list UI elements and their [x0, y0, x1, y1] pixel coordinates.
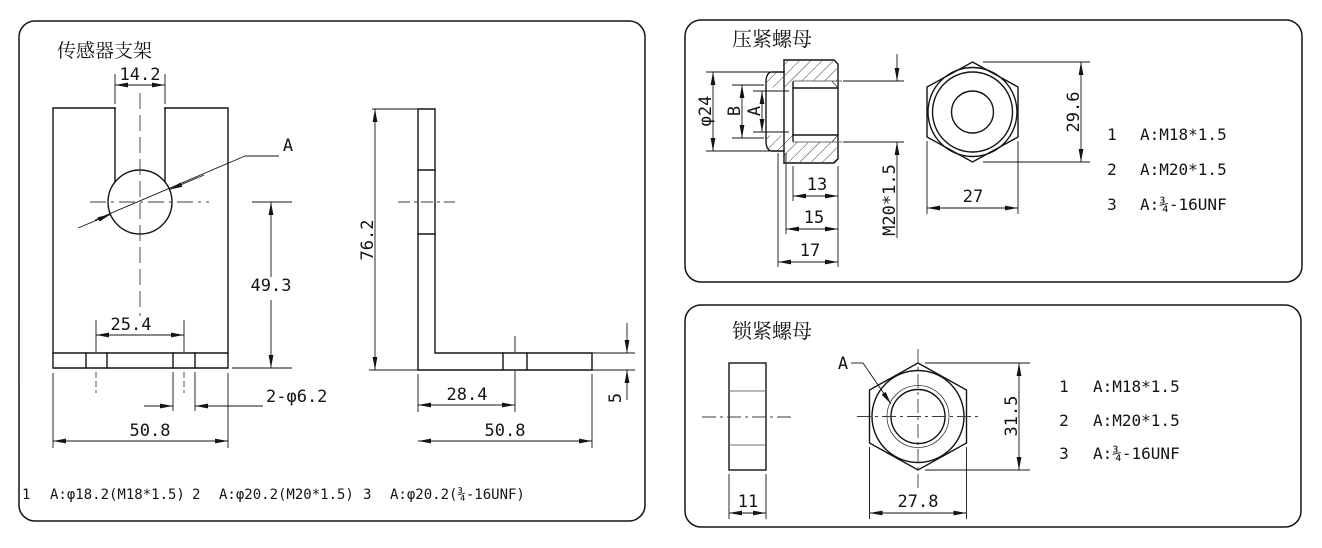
lock-nut-notes: [1059, 377, 1180, 463]
press-nut-hex-view: [927, 62, 1018, 162]
dim-bore-a: [745, 91, 789, 132]
hatch-top: [766, 61, 837, 88]
panel-border: [19, 21, 645, 521]
panel-lock-nut: [685, 305, 1301, 527]
press-nut-section-view: [766, 60, 842, 163]
dim-text: φ24: [696, 95, 716, 127]
note-text: A:M20*1.5: [1140, 160, 1227, 179]
dim-nut-thickness: [729, 474, 766, 519]
note-number: 2: [1059, 411, 1069, 430]
dim-text: A: [745, 105, 765, 117]
note-number: 1: [1107, 125, 1117, 144]
dim-base-width: [418, 374, 592, 448]
note-text: A:M18*1.5: [1140, 125, 1227, 144]
note-number: 1: [1059, 377, 1069, 396]
note-number: 3: [1059, 444, 1069, 463]
dim-thickness: [606, 323, 627, 403]
panel-title: 锁紧螺母: [732, 321, 812, 343]
dim-center-height: [232, 202, 292, 368]
dim-text: A: [282, 136, 294, 156]
dim-text: 13: [806, 175, 828, 195]
dim-text: 14.2: [119, 65, 161, 85]
dim-base-holes: [144, 372, 327, 411]
dim-text: A: [837, 354, 849, 374]
dim-text: 25.4: [110, 315, 152, 335]
note-number: 2: [1107, 160, 1117, 179]
bracket-side-view: [369, 109, 635, 370]
dim-text: 49.3: [250, 276, 292, 296]
bracket-front-view: [53, 93, 228, 393]
dim-text: 2-φ6.2: [266, 387, 328, 407]
dim-front-width: [53, 373, 228, 448]
label-thread-a: [838, 354, 891, 404]
note-text: A:M20*1.5: [1093, 411, 1180, 430]
dim-text: 76.2: [358, 219, 378, 261]
dim-thread-spec: [843, 54, 904, 238]
lock-nut-side-view: [702, 363, 791, 470]
note-text: A:¾-16UNF: [1140, 195, 1227, 214]
note-text: A:φ20.2(M20*1.5): [219, 487, 354, 503]
panel-sensor-bracket: [19, 21, 645, 521]
dim-hole-offset: [418, 371, 515, 412]
hatch-bottom: [766, 136, 837, 163]
note-number: 3: [1107, 195, 1117, 214]
dim-text: 11: [737, 492, 759, 512]
note-text: A:M18*1.5: [1093, 377, 1180, 396]
bracket-notes: [22, 487, 525, 503]
dim-text: 31.5: [1002, 395, 1022, 437]
panel-title: 压紧螺母: [732, 29, 812, 51]
dim-height: [358, 109, 378, 370]
note-text: A:φ20.2(¾-16UNF): [390, 487, 525, 503]
dim-text: 50.8: [484, 421, 526, 441]
panel-title: 传感器支架: [57, 41, 153, 62]
dim-text: 28.4: [446, 385, 488, 405]
dim-text: 50.8: [129, 421, 171, 441]
note-text: A:¾-16UNF: [1093, 444, 1180, 463]
dim-text: 17: [799, 241, 821, 261]
press-nut-notes: [1107, 125, 1227, 214]
dim-text: 5: [606, 392, 626, 404]
dim-text: M20*1.5: [880, 164, 900, 236]
dim-hole-spacing: [96, 315, 184, 352]
note-number: 3: [363, 487, 372, 503]
note-number: 2: [192, 487, 201, 503]
lock-nut-hex-view: [857, 349, 980, 489]
dim-text: 29.6: [1064, 91, 1084, 133]
dim-text: 15: [803, 208, 825, 228]
dim-text: 27: [962, 187, 984, 207]
bore-circle: [952, 91, 994, 133]
dim-text: B: [725, 105, 745, 117]
note-text: A:φ18.2(M18*1.5): [50, 487, 185, 503]
label-hole-a: [78, 136, 293, 228]
note-number: 1: [22, 487, 31, 503]
dim-text: 27.8: [897, 492, 939, 512]
panel-press-nut: [685, 20, 1302, 282]
